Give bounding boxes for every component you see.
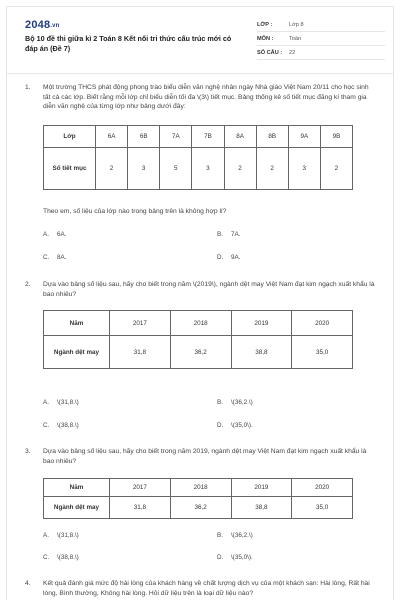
- option-text: 6A.: [57, 231, 67, 238]
- table-cell: 2019: [231, 311, 292, 336]
- table-cell: Ngành dệt may: [44, 497, 110, 519]
- table-cell: 3: [192, 148, 224, 190]
- question-number: 4.: [25, 580, 31, 587]
- option-label: C.: [43, 554, 50, 561]
- table-cell: 2: [224, 148, 256, 190]
- table-cell: 2017: [110, 311, 171, 336]
- option-label: A.: [43, 532, 49, 539]
- option-d[interactable]: [217, 554, 253, 561]
- table-cell: 2020: [292, 311, 353, 336]
- question-3: [25, 447, 377, 466]
- question-text: Một trường THCS phát động phong trào biểu diễn văn nghệ nhân ngày Nhà giáo Việt Nam 20/11 cho học sinh tất cả các lớp. Biết rằng mỗi lớp chỉ biểu diễn tối đa \(3\) tiết mục. Bảng thống kê số tiết mục đăng kí tham gia diễn văn nghệ của từng lớp như bảng dưới đây:: [43, 84, 369, 111]
- option-text: \(38,8.\): [57, 422, 79, 429]
- meta-class-row: [257, 18, 385, 32]
- table-cell: 35,0: [292, 336, 353, 369]
- table-cell: 6A: [96, 126, 128, 148]
- option-text: \(38,8.\): [57, 554, 79, 561]
- table-cell: 3: [288, 148, 320, 190]
- table-cell: Ngành dệt may: [44, 336, 110, 369]
- table-cell: 5: [160, 148, 192, 190]
- option-c[interactable]: [43, 254, 66, 261]
- question-1: [25, 83, 377, 112]
- option-text: 7A.: [231, 231, 241, 238]
- option-c[interactable]: [43, 422, 79, 429]
- table-cell: 2020: [292, 479, 353, 497]
- meta-value: Lớp 8: [289, 21, 304, 28]
- table-cell: 36,2: [170, 336, 231, 369]
- logo-suffix: .vn: [50, 23, 60, 29]
- meta-subject-row: [257, 32, 385, 46]
- option-text: 8A.: [57, 254, 67, 261]
- document-meta: [257, 18, 385, 60]
- site-logo[interactable]: [25, 19, 60, 31]
- option-label: B.: [217, 399, 223, 406]
- option-text: \(31,8.\): [57, 532, 79, 539]
- table-cell: 9A: [288, 126, 320, 148]
- header-divider: [7, 73, 393, 74]
- table-cell: Lớp: [44, 126, 96, 148]
- option-label: B.: [217, 231, 223, 238]
- table-cell: 2: [96, 148, 128, 190]
- table-cell: 31,8: [110, 336, 171, 369]
- option-text: 9A.: [231, 254, 241, 261]
- meta-value: Toán: [289, 35, 302, 42]
- question-text: Dựa vào bảng số liệu sau, hãy cho biết trong năm \(2019\), ngành dệt may Việt Nam đạt kim ngạch xuất khẩu là bao nhiêu?: [43, 281, 375, 298]
- option-text: \(36,2.\): [231, 532, 253, 539]
- q2-table: [43, 310, 353, 369]
- table-cell: 38,8: [231, 497, 292, 519]
- table-cell: 31,8: [110, 497, 171, 519]
- table-cell: 8A: [224, 126, 256, 148]
- option-b[interactable]: [217, 231, 240, 238]
- table-cell: 6B: [128, 126, 160, 148]
- table-cell: 38,8: [231, 336, 292, 369]
- option-a[interactable]: [43, 399, 79, 406]
- q1-prompt: [25, 207, 377, 217]
- table-cell: 7B: [192, 126, 224, 148]
- question-prompt: Theo em, số liệu của lớp nào trong bảng trên là không hợp lí?: [43, 208, 227, 215]
- option-d[interactable]: [217, 422, 253, 429]
- document-page: [6, 6, 394, 600]
- option-text: \(35,0\).: [231, 554, 253, 561]
- question-2: [25, 280, 377, 299]
- option-label: D.: [217, 254, 224, 261]
- table-cell: 2019: [231, 479, 292, 497]
- option-text: \(35,0\).: [231, 422, 253, 429]
- option-a[interactable]: [43, 231, 66, 238]
- q3-table: [43, 478, 353, 519]
- option-c[interactable]: [43, 554, 79, 561]
- table-cell: Số tiết mục: [44, 148, 96, 190]
- table-cell: 2: [256, 148, 288, 190]
- table-cell: 3: [128, 148, 160, 190]
- table-cell: 2017: [110, 479, 171, 497]
- table-cell: Năm: [44, 479, 110, 497]
- table-cell: 2018: [170, 311, 231, 336]
- meta-key: LỚP :: [257, 21, 273, 28]
- option-label: D.: [217, 554, 224, 561]
- meta-value: 22: [289, 49, 296, 56]
- option-a[interactable]: [43, 532, 79, 539]
- option-label: C.: [43, 422, 50, 429]
- question-text: Kết quả đánh giá mức độ hài lòng của khách hàng về chất lượng dịch vụ của một khách sạn: Hài lòng, Rất hài lòng, Bình thường, Không hài lòng. Hỏi dữ liệu trên là loại dữ liệu nào?: [43, 580, 370, 597]
- option-d[interactable]: [217, 254, 240, 261]
- option-label: A.: [43, 399, 49, 406]
- option-label: D.: [217, 422, 224, 429]
- q1-table: [43, 125, 353, 190]
- logo-text: 2048: [25, 19, 51, 31]
- document-title: Bộ 10 đề thi giữa kì 2 Toán 8 Kết nối tri thức cấu trúc mới có đáp án (Đề 7): [25, 34, 232, 53]
- meta-key: MÔN :: [257, 35, 274, 42]
- option-b[interactable]: [217, 532, 253, 539]
- table-cell: 9B: [320, 126, 352, 148]
- meta-key: SỐ CÂU :: [257, 49, 283, 56]
- question-text: Dựa vào bảng số liệu sau, hãy cho biết trong năm 2019, ngành dệt may Việt Nam đạt kim ngạch xuất khẩu là bao nhiêu?: [43, 448, 367, 465]
- table-cell: 35,0: [292, 497, 353, 519]
- option-label: A.: [43, 231, 49, 238]
- table-cell: 36,2: [170, 497, 231, 519]
- question-number: 1.: [25, 84, 31, 91]
- option-label: B.: [217, 532, 223, 539]
- document-header: [7, 7, 393, 63]
- question-number: 3.: [25, 448, 31, 455]
- table-cell: Năm: [44, 311, 110, 336]
- option-b[interactable]: [217, 399, 253, 406]
- question-number: 2.: [25, 281, 31, 288]
- option-label: C.: [43, 254, 50, 261]
- option-text: \(36,2.\): [231, 399, 253, 406]
- table-cell: 2: [320, 148, 352, 190]
- table-cell: 8B: [256, 126, 288, 148]
- meta-count-row: [257, 46, 385, 60]
- table-cell: 2018: [170, 479, 231, 497]
- table-cell: 7A: [160, 126, 192, 148]
- question-4: [25, 579, 377, 598]
- option-text: \(31,8.\): [57, 399, 79, 406]
